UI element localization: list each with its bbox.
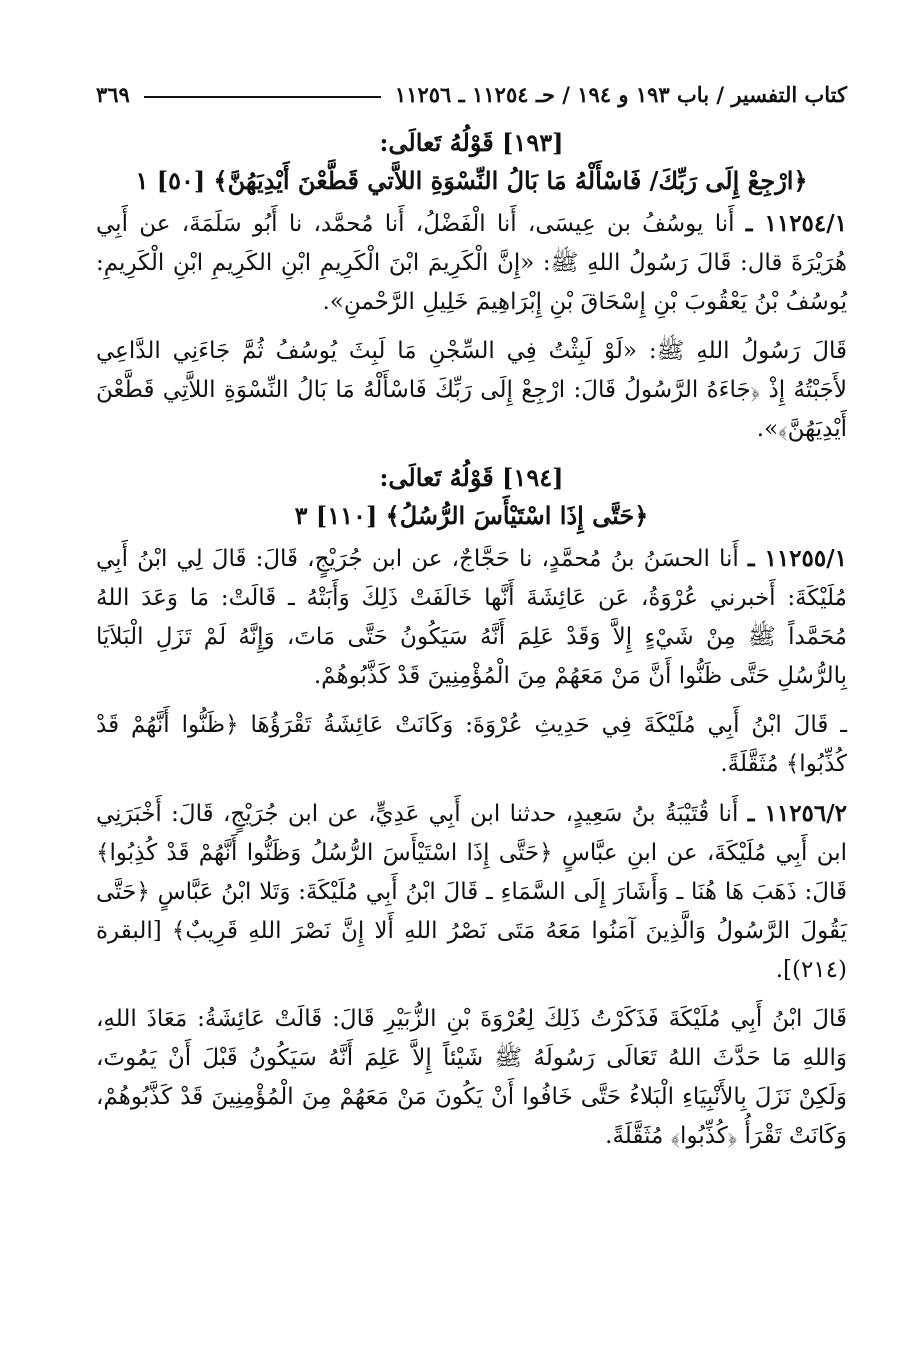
running-header bbox=[96, 74, 847, 114]
hadith-paragraph bbox=[96, 332, 847, 449]
hadith-paragraph bbox=[96, 204, 847, 322]
hadith-text: أَنا الحسَنُ بنُ مُحمَّدٍ، نا حَجَّاجٌ، عن ابن جُرَيْجٍ، قَالَ: قَالَ لِي ابْنُ أَبِي مُلَيْكَةَ: أَخبرني عُرْوَةُ، عَن عَائِشَةَ أَنَّها خَالَفَتْ ذَلِكَ وَأَبَتْهُ ـ قَالَتْ: مَا وَعَدَ اللهُ مُحَمَّداً ﷺ مِنْ شَيْءٍ إِلاَّ وَقَدْ عَلِمَ أَنَّهُ سَيَكُونُ حَتَّى مَاتَ، وَإِنَّهُ لَمْ تَزَلِ الْبَلاَيَا بِالرُّسُلِ حَتَّى ظَنُّوا أَنَّ مَنْ مَعَهُمْ مِنَ الْمُؤْمِنِينَ قَدْ كَذَّبُوهُمْ. bbox=[96, 546, 847, 689]
header-title: كتاب التفسير / باب ١٩٣ و ١٩٤ / حـ ١١٢٥٤ ـ ١١٢٥٦ bbox=[394, 81, 847, 107]
quran-verse: ﴿ارْجِعْ إِلَى رَبِّكَ/ فَاسْأَلْهُ مَا بَالُ النِّسْوَةِ اللاَّتي قَطَّعْنَ أَيْدِيَهُنَّ﴾ [٥٠] ١ bbox=[135, 166, 808, 195]
hadith-number: ١١٢٥٤/١ ـ bbox=[745, 210, 848, 237]
page bbox=[96, 78, 847, 1166]
hadith-text: قَالَ ابْنُ أَبِي مُلَيْكَةَ فَذَكَرْتُ ذَلِكَ لِعُرْوَةَ بْنِ الزُّبَيْرِ قَالَ: قَالَتْ عَائِشَةُ: مَعَاذَ اللهِ، وَاللهِ مَا حَدَّثَ اللهُ تَعَالَى رَسُولَهُ ﷺ شَيْئاً إِلاَّ عَلِمَ أَنَّهُ سَيَكُونُ قَبْلَ أَنْ يَمُوتَ، وَلَكِنْ نَزَلَ بِالأَنْبِيَاءِ الْبَلاءُ حَتَّى خَافُوا أَنْ يَكُونَ مَنْ مَعَهُمْ مِنَ الْمُؤْمِنِينَ قَدْ كَذَّبُوهُمْ، وَكَانَتْ تَقْرَأُ ﴿كُذِّبُوا﴾ مُثَقَّلَةً. bbox=[96, 1006, 847, 1149]
spacer bbox=[96, 114, 847, 124]
quran-verse: ﴿حَتَّى إِذَا اسْتَيْأَسَ الرُّسُلُ﴾ [١١٠] ٣ bbox=[294, 501, 649, 530]
hadith-text: ـ قَالَ ابْنُ أَبِي مُلَيْكَةَ فِي حَدِيثِ عُرْوَةَ: وَكَانَتْ عَائِشَةُ تَقْرَؤُهَا ﴿ظَنُّوا أَنَّهُمْ قَدْ كُذِّبُوا﴾ مُثَقَّلَةً. bbox=[96, 712, 847, 777]
hadith-paragraph bbox=[96, 794, 847, 990]
section-heading: [١٩٤] قَوْلُهُ تَعالَى: bbox=[379, 463, 564, 492]
hadith-paragraph bbox=[96, 1000, 847, 1156]
page-number: ٣٦٩ bbox=[96, 81, 130, 107]
hadith-number: ١١٢٥٦/٢ ـ bbox=[747, 800, 848, 827]
hadith-text: أَنا قُتَيْبَةُ بنُ سَعِيدٍ، حدثنا ابن أَبِي عَدِيٍّ، عن ابن جُرَيْجٍ، قَالَ: أَخْبَرَنِي ابن أَبِي مُلَيْكَةَ، عن ابنِ عبَّاسٍ ﴿حَتَّى إِذَا اسْتَيْأَسَ الرُّسُلُ وَظَنُّوا أَنَّهُمْ قَدْ كُذِبُوا﴾ قَالَ: ذَهَبَ هَا هُنَا ـ وَأَشَارَ إِلَى السَّمَاءِ ـ قَالَ ابْنُ أَبِي مُلَيْكَةَ: وَتَلا ابْنُ عَبَّاسٍ ﴿حَتَّى يَقُولَ الرَّسُولُ وَالَّذِينَ آمَنُوا مَعَهُ مَتَى نَصْرُ اللهِ أَلا إِنَّ نَصْرَ اللهِ قَرِيبٌ﴾ [البقرة (٢١٤)]. bbox=[96, 801, 847, 983]
section-193 bbox=[96, 124, 847, 449]
hadith-text: قَالَ رَسُولُ اللهِ ﷺ: «لَوْ لَبِثْتُ فِي السِّجْنِ مَا لَبِثَ يُوسُفُ ثُمَّ جَاءَنِي الدَّاعِي لأَجَبْتُهُ إِذْ ﴿جَاءَهُ الرَّسُولُ قَالَ: ارْجِعْ إِلَى رَبِّكَ فَاسْأَلْهُ مَا بَالُ النِّسْوَةِ اللاَّتِي قَطَّعْنَ أَيْدِيَهُنَّ﴾». bbox=[96, 338, 847, 442]
hadith-paragraph bbox=[96, 539, 847, 696]
hadith-text: أَنا يوسُفُ بن عِيسَى، أَنا الْفَضْلُ، أَنا مُحمَّد، نا أَبُو سَلَمَةَ، عن أَبِي هُرَيْرَةَ قال: قَالَ رَسُولُ اللهِ ﷺ: «إِنَّ الْكَرِيمَ ابْنَ الْكَرِيمِ ابْنِ الكَرِيمِ ابْنِ الْكَرِيمِ: يُوسُفُ بْنُ يَعْقُوبَ بْنِ إِسْحَاقَ بْنِ إِبْرَاهِيمَ خَلِيلِ الرَّحْمنِ». bbox=[96, 211, 847, 315]
hadith-number: ١١٢٥٥/١ ـ bbox=[747, 545, 847, 572]
header-rule bbox=[144, 96, 381, 98]
section-194 bbox=[96, 459, 847, 1156]
hadith-paragraph bbox=[96, 706, 847, 784]
section-heading: [١٩٣] قَوْلُهُ تَعالَى: bbox=[379, 128, 564, 157]
